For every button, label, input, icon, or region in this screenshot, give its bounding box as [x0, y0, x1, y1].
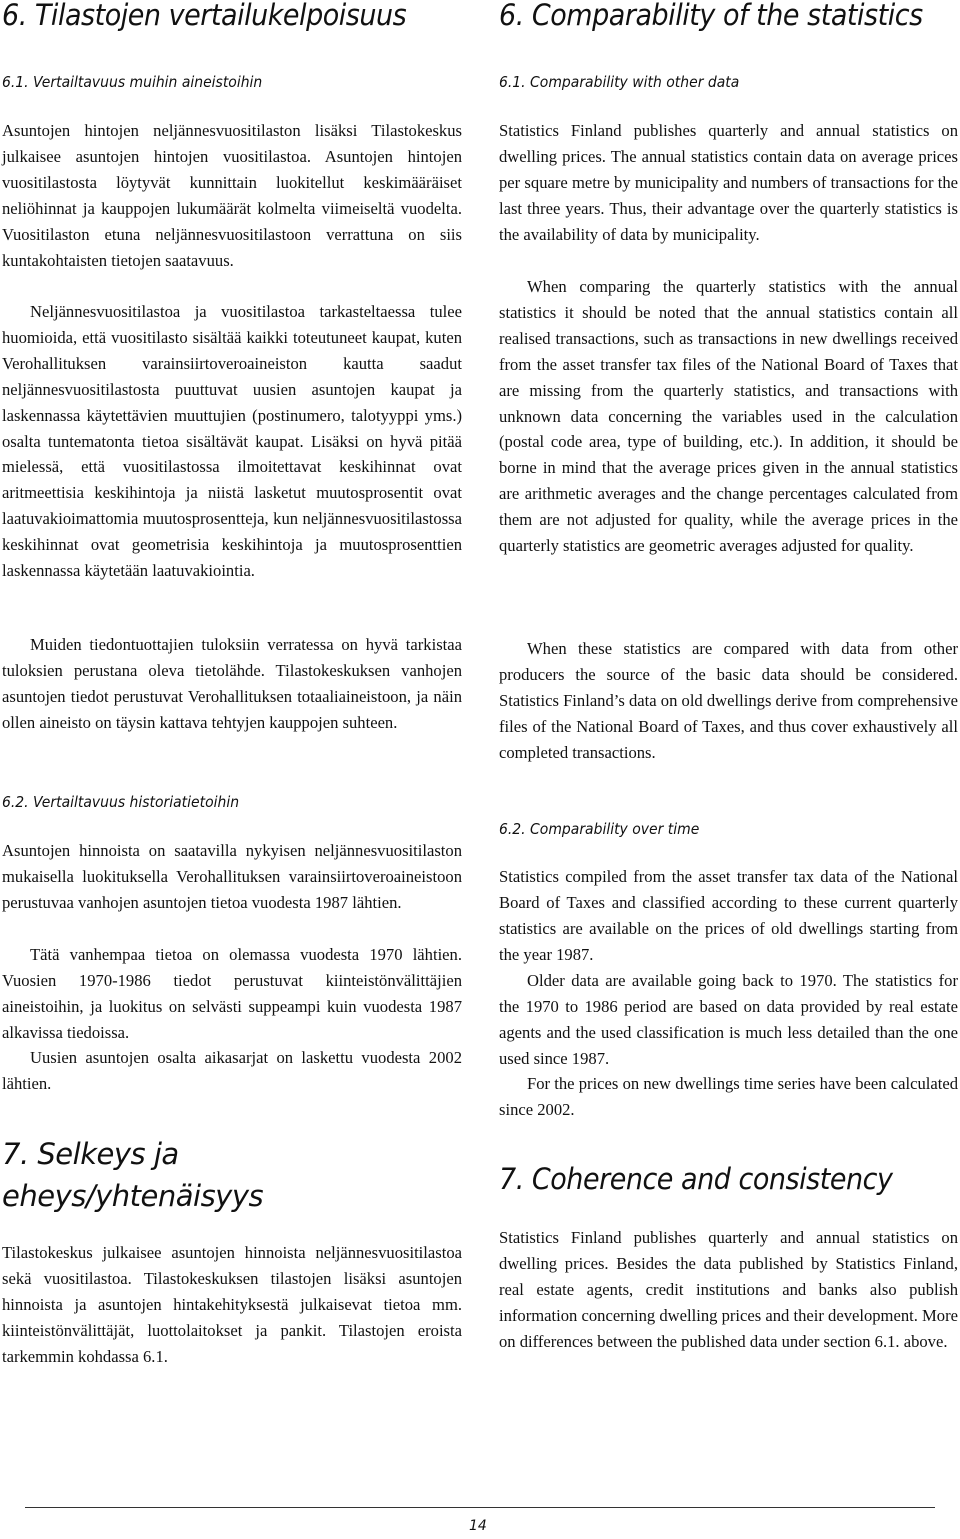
section-6-1-heading-fi: 6.1. Vertailtavuus muihin aineistoihin — [2, 73, 263, 91]
paragraph-fi-3: Muiden tiedontuottajien tuloksiin verratessa on hyvä tarkistaa tuloksien perustana oleva tietolähde. Tilastokeskuksen vanhojen asuntojen tiedot perustuvat Verohallituksen totaaliaineistoon, ja näin ollen aineisto on täysin kattava tehtyjen kauppojen suhteen. — [2, 635, 462, 732]
paragraph-fi-2: Neljännesvuositilastoa ja vuositilastoa tarkasteltaessa tulee huomioida, että vuositilasto sisältää kaikki toteutuneet kaupat, kuten Verohallituksen varainsiirtoveroaineiston kautta saadut neljännesvuositilastosta puuttuvat uusien asuntojen kaupat ja laskennassa käytettävien muuttujien (postinumero, talotyyppi yms.) osalta tuntematonta tietoa sisältävät kaupat. Lisäksi on hyvä pitää mielessä, että vuositilastossa ilmoitettavat keskihinnat ovat aritmeettisia keskihintoja ja niistä lasketut muutosprosentit ovat laatuvakioimattomia muutosprosentteja, kun neljännesvuositilastossa keskihinnat ovat geometrisia keskihintoja ja muutosprosenttien laskennassa käytetään laatuvakiointia. — [2, 302, 462, 581]
paragraph-en-2: When comparing the quarterly statistics with the annual statistics it should be noted that the annual statistics contain all realised transactions, such as transactions in new dwellings received from the asset transfer tax files of the National Board of Taxes that are missing from the quarterly statistics, and transactions with unknown data concerning the variables used in the calculation (postal code area, type of building, etc.). In addition, it should be borne in mind that the average prices given in the annual statistics are arithmetic averages and the change percentages calculated from them are not adjusted for quality, while the average prices in the quarterly statistics are geometric averages adjusted for quality. — [499, 277, 958, 556]
section-6-heading-en: 6. Comparability of the statistics — [499, 0, 923, 32]
paragraph-en-7: Statistics Finland publishes quarterly and annual statistics on dwelling prices. Besides the data published by Statistics Finland, real estate agents, credit institutions and banks also publish information concerning dwelling prices and their development. More on differences between the published data under section 6.1. above. — [499, 1228, 958, 1351]
paragraph-en-4: Statistics compiled from the asset transfer tax data of the National Board of Taxes and classified according to these current quarterly statistics are available on the prices of old dwellings starting from the year 1987. — [499, 867, 958, 964]
section-6-2-heading-en: 6.2. Comparability over time — [499, 820, 700, 838]
page-number: 14 — [469, 1518, 487, 1534]
paragraph-fi-4: Asuntojen hinnoista on saatavilla nykyisen neljännesvuositilaston mukaisella luokituksella Verohallituksen varainsiirtoveroaineistoon perustuvaa vanhojen asuntojen tietoa vuodesta 1987 lähtien. — [2, 841, 462, 912]
section-7-heading-en: 7. Coherence and consistency — [499, 1162, 893, 1196]
section-7-heading-fi: 7. Selkeys ja eheys/yhtenäisyys — [2, 1137, 264, 1213]
paragraph-fi-6: Uusien asuntojen osalta aikasarjat on laskettu vuodesta 2002 lähtien. — [2, 1048, 462, 1093]
paragraph-fi-5: Tätä vanhempaa tietoa on olemassa vuodesta 1970 lähtien. Vuosien 1970-1986 tiedot perustuvat kiinteistönvälittäjien aineistoihin, ja luokitus on selvästi suppeampi kuin vuodesta 1987 alkavissa tiedoissa. — [2, 945, 462, 1042]
paragraph-en-3: When these statistics are compared with data from other producers the source of the basic data should be considered. Statistics Finland’s data on old dwellings derive from comprehensive files of the National Board of Taxes, and thus cover exhaustively all completed transactions. — [499, 639, 959, 762]
section-6-1-heading-en: 6.1. Comparability with other data — [499, 73, 740, 91]
footer-rule — [25, 1507, 935, 1508]
paragraph-fi-1: Asuntojen hintojen neljännesvuositilaston lisäksi Tilastokeskus julkaisee asuntojen hintojen vuositilastoa. Asuntojen hintojen vuositilastosta löytyvät kunnittain luokitellut keskimääräiset neliöhinnat ja kauppojen lukumäärät kolmelta viimeiseltä vuodelta. Vuositilaston etuna neljännesvuositilastoon verrattuna on siis kuntakohtaisten tietojen saatavuus. — [2, 121, 462, 270]
paragraph-fi-7: Tilastokeskus julkaisee asuntojen hinnoista neljännesvuositilastoa sekä vuositilastoa. Tilastokeskuksen tilastojen lisäksi asuntojen hinnoista ja asuntojen hintakehityksestä julkaisevat tietoa mm. kiinteistönvälittäjät, luottolaitokset ja pankit. Tilastojen eroista tarkemmin kohdassa 6.1. — [2, 1243, 462, 1366]
paragraph-en-5: Older data are available going back to 1970. The statistics for the 1970 to 1986 period are based on data provided by real estate agents and the used classification is much less detailed than the one used since 1987. — [499, 971, 958, 1068]
section-6-heading-fi: 6. Tilastojen vertailukelpoisuus — [2, 0, 407, 32]
section-6-2-heading-fi: 6.2. Vertailtavuus historiatietoihin — [2, 793, 240, 811]
paragraph-en-1: Statistics Finland publishes quarterly and annual statistics on dwelling prices. The annual statistics contain data on average prices per square metre by municipality and numbers of transactions for the last three years. Thus, their advantage over the quarterly statistics is the availability of data by municipality. — [499, 121, 958, 244]
paragraph-en-6: For the prices on new dwellings time series have been calculated since 2002. — [499, 1074, 958, 1119]
